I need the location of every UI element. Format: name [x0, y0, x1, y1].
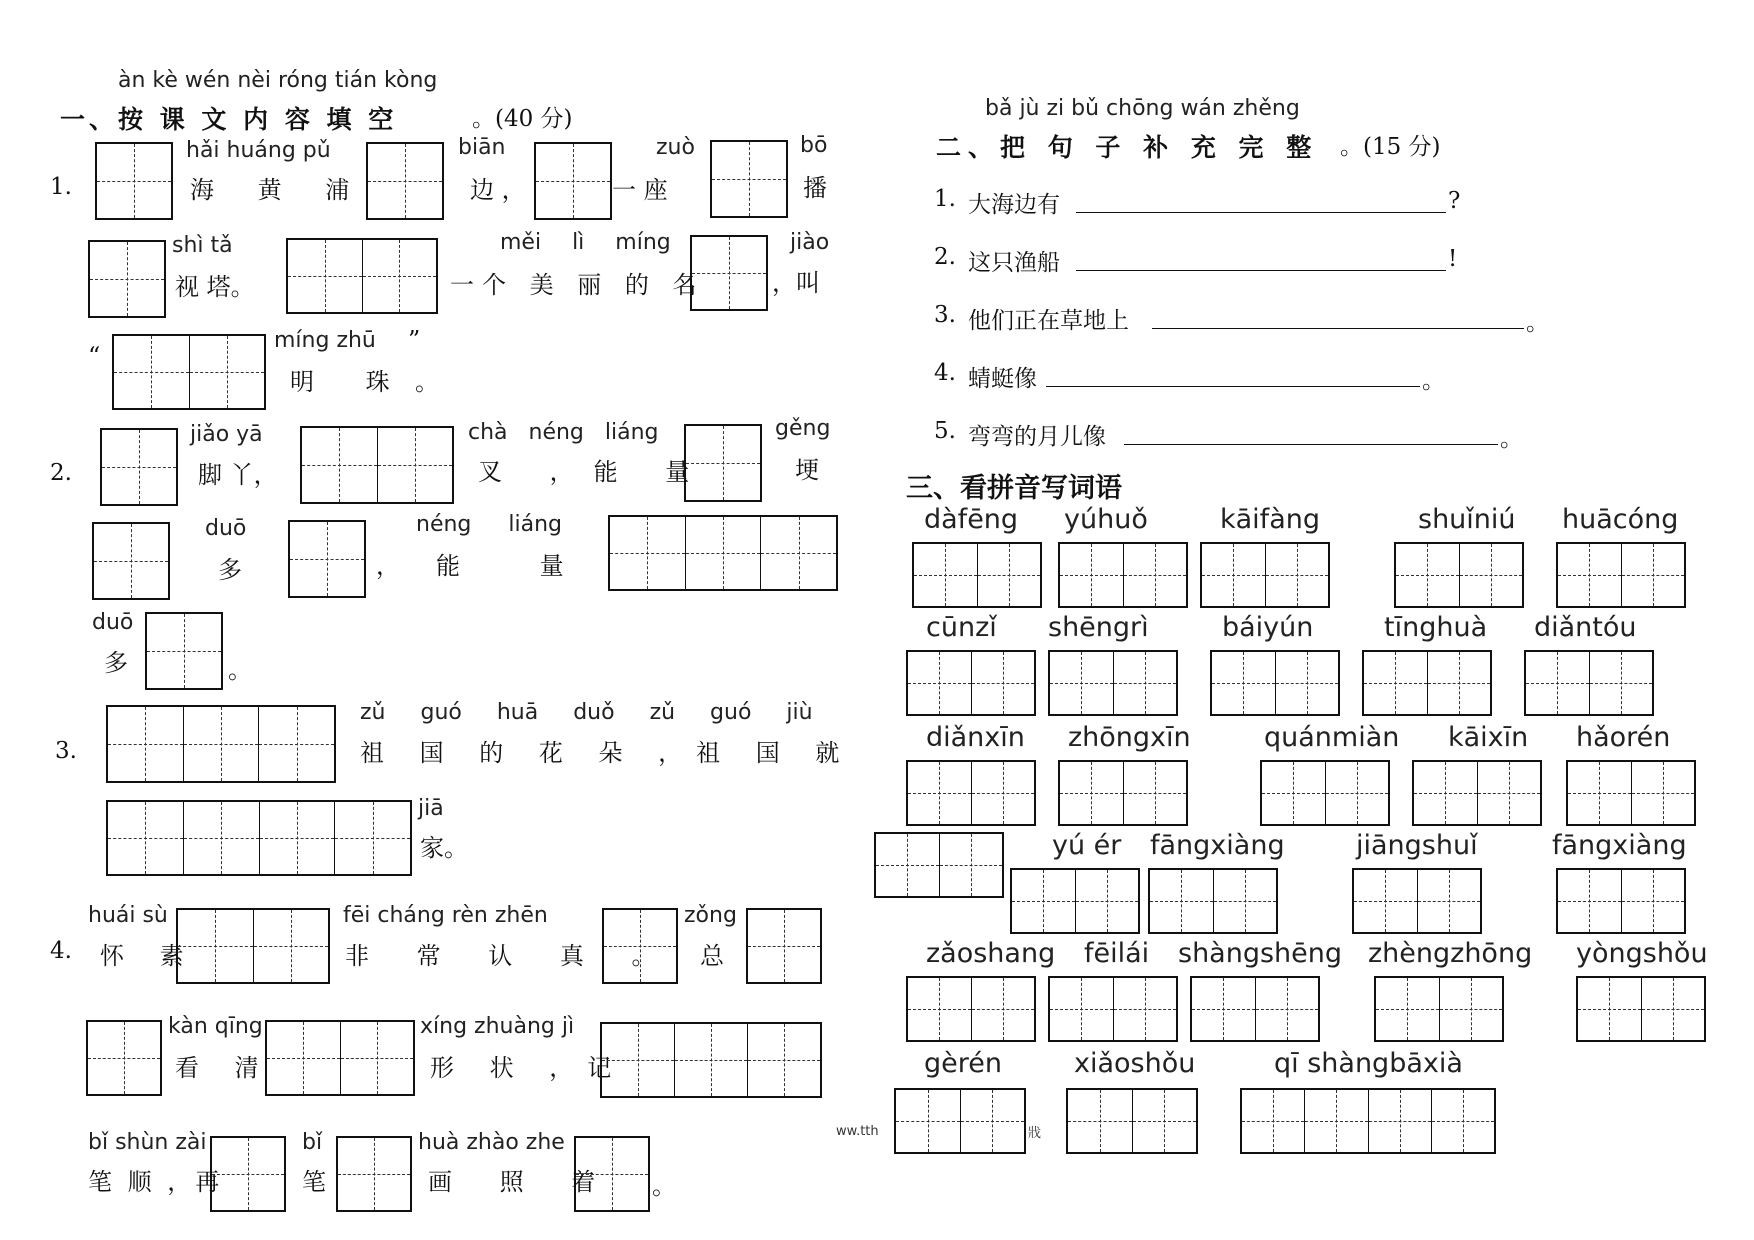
answer-grid[interactable]	[1412, 760, 1542, 826]
sentence-2-text: 这只渔船	[968, 250, 1060, 276]
sentence-3-blank[interactable]	[1152, 328, 1524, 329]
q1-end: 。	[415, 368, 439, 396]
q1-text: 播	[803, 174, 827, 202]
q1-text: 一个 美 丽 的 名	[450, 271, 705, 299]
word-pinyin: yòngshǒu	[1576, 938, 1708, 969]
sentence-4-number: 4.	[934, 360, 956, 386]
q1-pinyin: měi lì míng	[500, 230, 671, 255]
q4-pinyin: xíng zhuàng jì	[420, 1014, 575, 1039]
word-pinyin: yúhuǒ	[1064, 504, 1148, 535]
sentence-1-text: 大海边有	[968, 192, 1060, 218]
word-pinyin: diǎntóu	[1534, 612, 1637, 643]
answer-grid[interactable]	[746, 908, 822, 984]
answer-grid[interactable]	[300, 426, 454, 504]
section2-title: 二、把 句 子 补 充 完 整	[936, 133, 1319, 162]
q4-pinyin: fēi cháng rèn zhēn	[343, 903, 548, 928]
sentence-5-end: 。	[1500, 426, 1523, 452]
sentence-5-text: 弯弯的月儿像	[968, 424, 1106, 450]
word-pinyin: zhèngzhōng	[1368, 938, 1533, 969]
q4-text: 怀 素	[100, 942, 198, 970]
answer-grid[interactable]	[1058, 760, 1188, 826]
q1-text: 一 座	[612, 176, 668, 204]
answer-grid[interactable]	[112, 334, 266, 410]
answer-grid[interactable]	[874, 832, 1004, 898]
answer-grid[interactable]	[92, 522, 170, 600]
q2-text: 多	[104, 649, 128, 677]
sentence-1-blank[interactable]	[1076, 212, 1446, 213]
q4-number: 4.	[50, 938, 72, 964]
answer-grid[interactable]	[1200, 542, 1330, 608]
q2-text: 多	[218, 556, 242, 584]
sentence-4-text: 蜻蜓像	[968, 366, 1037, 392]
word-pinyin: hǎorén	[1576, 722, 1671, 753]
word-pinyin: xiǎoshǒu	[1074, 1048, 1196, 1079]
answer-grid[interactable]	[1048, 976, 1178, 1042]
q4-text: 总	[700, 942, 724, 970]
answer-grid[interactable]	[288, 520, 366, 598]
word-pinyin: quánmiàn	[1264, 722, 1400, 753]
sentence-3-end: 。	[1526, 310, 1549, 336]
answer-grid[interactable]	[1556, 868, 1686, 934]
word-pinyin: gèrén	[924, 1048, 1002, 1079]
close-quote: ”	[408, 326, 421, 354]
answer-grid[interactable]	[894, 1088, 1026, 1154]
answer-grid[interactable]	[608, 515, 838, 591]
section2-pinyin: bǎ jù zi bǔ chōng wán zhěng	[985, 96, 1300, 121]
q1-number: 1.	[50, 174, 72, 200]
q2-pinyin: jiǎo yā	[190, 422, 263, 447]
q1-pinyin: bō	[800, 133, 828, 158]
word-pinyin: shàngshēng	[1178, 938, 1343, 969]
q2-text: 脚 丫，	[198, 461, 278, 489]
q4-text: 笔	[302, 1168, 326, 1196]
answer-grid[interactable]	[710, 140, 788, 218]
sentence-3-number: 3.	[934, 302, 956, 328]
q3-pinyin: jiā	[418, 796, 444, 821]
word-pinyin: kāixīn	[1448, 722, 1529, 753]
q4-text: 非 常 认 真 。	[345, 942, 676, 970]
answer-grid[interactable]	[1260, 760, 1390, 826]
q2-text: 埂	[795, 456, 819, 484]
q4-pinyin: huái sù	[88, 903, 168, 928]
q2-text: 叉 ，能 量	[478, 458, 710, 486]
word-pinyin: shuǐniú	[1418, 504, 1516, 535]
q2-number: 2.	[50, 460, 72, 486]
word-pinyin: qī shàngbāxià	[1274, 1048, 1463, 1079]
answer-grid[interactable]	[95, 142, 173, 220]
q4-pinyin: kàn qīng	[168, 1014, 263, 1039]
sentence-1-number: 1.	[934, 186, 956, 212]
section1-pinyin: àn kè wén nèi róng tián kòng	[118, 68, 438, 93]
answer-grid[interactable]	[1566, 760, 1696, 826]
answer-grid[interactable]	[1048, 650, 1178, 716]
q1-text: 视 塔。	[175, 273, 255, 301]
q4-pinyin: huà zhào zhe	[418, 1130, 565, 1155]
word-pinyin: báiyún	[1222, 612, 1314, 643]
answer-grid[interactable]	[1556, 542, 1686, 608]
sentence-5-blank[interactable]	[1124, 444, 1498, 445]
q4-pinyin: bǐ shùn zài	[88, 1130, 207, 1155]
q1-text: 明 珠	[290, 368, 412, 396]
answer-grid[interactable]	[265, 1020, 415, 1096]
section1-score: 。(40 分)	[472, 106, 573, 132]
answer-grid[interactable]	[684, 424, 762, 502]
answer-grid[interactable]	[1524, 650, 1654, 716]
answer-grid[interactable]	[574, 1136, 650, 1212]
q2-pinyin: duō	[205, 516, 247, 541]
section3-title: 三、看拼音写词语	[906, 473, 1122, 504]
q1-pinyin: jiào	[790, 230, 830, 255]
q2-pinyin: néng liáng	[416, 512, 562, 537]
q4-pinyin: bǐ	[302, 1130, 323, 1155]
q4-text: 形 状 ，记	[430, 1054, 626, 1082]
answer-grid[interactable]	[145, 612, 223, 690]
section2-score: 。(15 分)	[1340, 134, 1441, 160]
word-pinyin: diǎnxīn	[926, 722, 1025, 753]
answer-grid[interactable]	[336, 1136, 412, 1212]
answer-grid[interactable]	[366, 142, 444, 220]
q4-text: 看 清	[175, 1054, 273, 1082]
answer-grid[interactable]	[106, 800, 412, 876]
answer-grid[interactable]	[1190, 976, 1320, 1042]
word-pinyin: zhōngxīn	[1068, 722, 1191, 753]
q3-number: 3.	[55, 738, 77, 764]
q2-text: ，能 量	[376, 552, 600, 580]
q3-text: 家。	[420, 834, 468, 862]
answer-grid[interactable]	[912, 542, 1042, 608]
answer-grid[interactable]	[86, 1020, 162, 1096]
q1-pinyin: zuò	[656, 135, 695, 160]
answer-grid[interactable]	[534, 142, 612, 220]
q4-end: 。	[652, 1172, 676, 1200]
q1-text: ，叫	[772, 269, 820, 297]
answer-grid[interactable]	[690, 235, 768, 311]
answer-grid[interactable]	[210, 1136, 286, 1212]
answer-grid[interactable]	[1010, 868, 1140, 934]
answer-grid[interactable]	[1374, 976, 1504, 1042]
sentence-4-end: 。	[1422, 368, 1445, 394]
open-quote: “	[88, 342, 101, 370]
sentence-2-number: 2.	[934, 244, 956, 270]
word-pinyin: huācóng	[1562, 504, 1679, 535]
sentence-3-text: 他们正在草地上	[968, 308, 1129, 334]
q1-pinyin: biān	[458, 135, 506, 160]
answer-grid[interactable]	[906, 760, 1036, 826]
answer-grid[interactable]	[1352, 868, 1482, 934]
word-pinyin: dàfēng	[924, 504, 1019, 535]
answer-grid[interactable]	[600, 1022, 822, 1098]
answer-grid[interactable]	[176, 908, 330, 984]
answer-grid[interactable]	[1362, 650, 1492, 716]
q4-pinyin: zǒng	[684, 903, 737, 928]
section1-title: 一、按 课 文 内 容 填 空	[60, 105, 398, 134]
answer-grid[interactable]	[1058, 542, 1188, 608]
q1-text: 边 ，	[470, 176, 526, 204]
q1-pinyin: shì tǎ	[172, 233, 233, 258]
q4-text: 画 照 着	[428, 1168, 616, 1196]
answer-grid[interactable]	[1210, 650, 1340, 716]
answer-grid[interactable]	[1148, 868, 1278, 934]
word-pinyin: zǎoshang	[926, 938, 1056, 969]
word-pinyin: tīnghuà	[1384, 612, 1488, 643]
word-pinyin: jiāngshuǐ	[1356, 830, 1478, 861]
q2-end: 。	[228, 656, 252, 684]
word-pinyin: fēilái	[1084, 938, 1150, 969]
answer-grid[interactable]	[106, 705, 336, 783]
word-pinyin: yú ér	[1052, 830, 1122, 861]
sentence-2-end: !	[1448, 246, 1458, 272]
watermark-left: ww.tth	[836, 1124, 879, 1139]
sentence-5-number: 5.	[934, 418, 956, 444]
q2-pinyin: chà néng liáng	[468, 420, 659, 445]
answer-grid[interactable]	[1240, 1088, 1496, 1154]
answer-grid[interactable]	[602, 908, 678, 984]
answer-grid[interactable]	[286, 238, 438, 314]
word-pinyin: shēngrì	[1048, 612, 1149, 643]
q1-text: 海 黄 浦	[190, 176, 368, 204]
watermark-right: 戕	[1028, 1126, 1042, 1141]
answer-grid[interactable]	[1066, 1088, 1198, 1154]
q2-pinyin: gěng	[775, 416, 831, 441]
q4-text: 笔 顺 ，再	[88, 1168, 224, 1196]
word-pinyin: kāifàng	[1220, 504, 1320, 535]
q1-pinyin: hǎi huáng pǔ	[186, 138, 331, 163]
q3-text: 祖 国 的 花 朵 ，祖 国 就	[360, 739, 854, 767]
answer-grid[interactable]	[1394, 542, 1524, 608]
q2-pinyin: duō	[92, 610, 134, 635]
answer-grid[interactable]	[1576, 976, 1706, 1042]
answer-grid[interactable]	[88, 240, 166, 318]
sentence-2-blank[interactable]	[1076, 270, 1446, 271]
word-pinyin: cūnzǐ	[926, 612, 997, 643]
sentence-1-end: ?	[1448, 188, 1461, 214]
q1-pinyin: míng zhū	[274, 328, 376, 353]
answer-grid[interactable]	[906, 650, 1036, 716]
word-pinyin: fāngxiàng	[1552, 830, 1687, 861]
sentence-4-blank[interactable]	[1046, 386, 1420, 387]
q3-pinyin: zǔ guó huā duǒ zǔ guó jiù	[360, 700, 813, 725]
answer-grid[interactable]	[100, 428, 178, 506]
word-pinyin: fāngxiàng	[1150, 830, 1285, 861]
answer-grid[interactable]	[906, 976, 1036, 1042]
